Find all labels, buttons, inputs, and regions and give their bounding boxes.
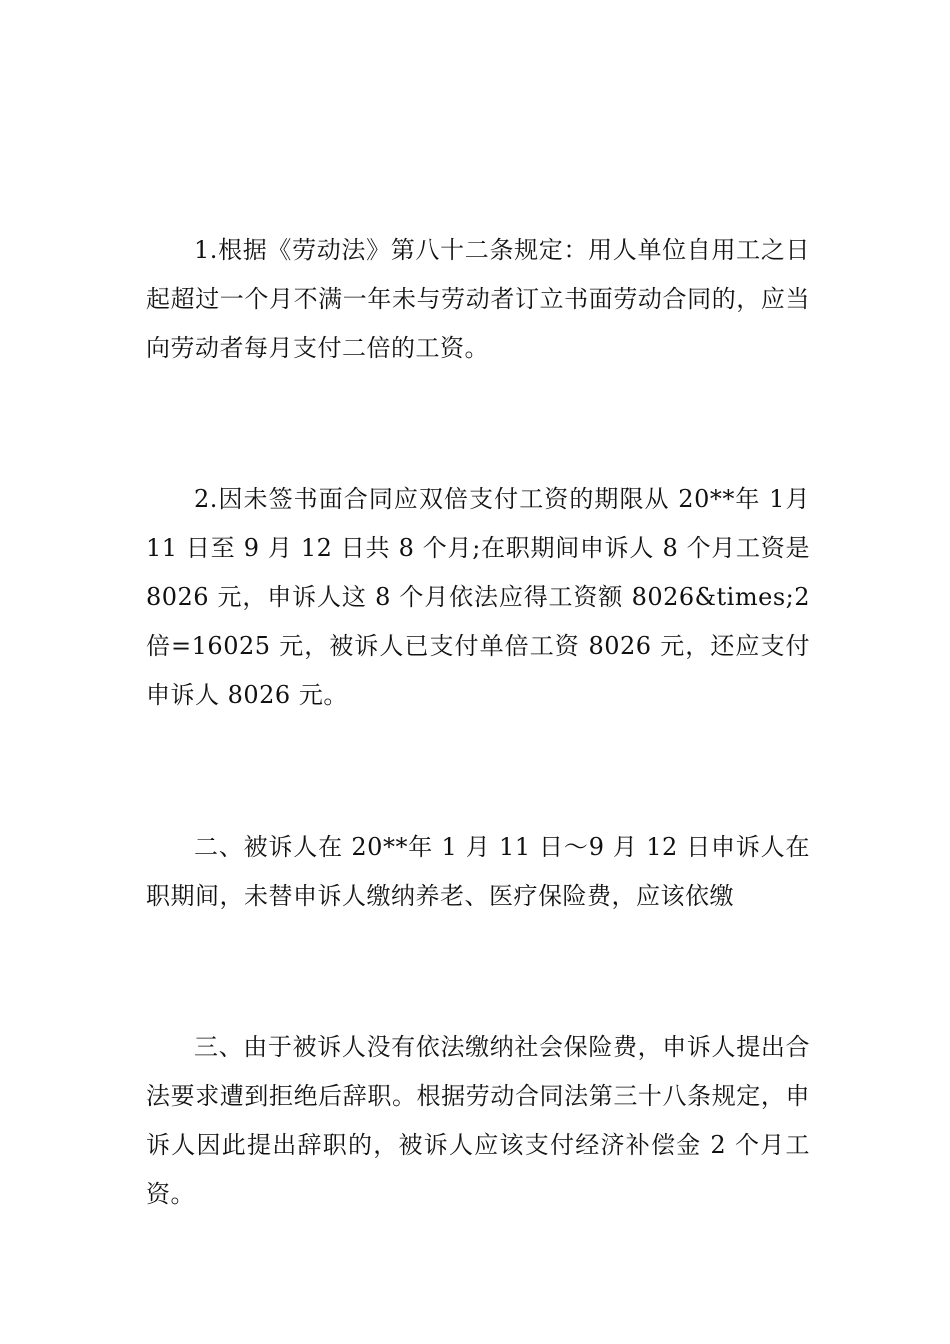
paragraph-1: 1.根据《劳动法》第八十二条规定：用人单位自用工之日起超过一个月不满一年未与劳动者订立书面劳动合同的，应当向劳动者每月支付二倍的工资。 xyxy=(146,236,810,362)
paragraph-4: 三、由于被诉人没有依法缴纳社会保险费，申诉人提出合法要求遭到拒绝后辞职。根据劳动合同法第三十八条规定，申诉人因此提出辞职的，被诉人应该支付经济补偿金 2 个月工资。 xyxy=(146,1033,810,1208)
paragraph-3: 二、被诉人在 20**年 1 月 11 日～9 月 12 日申诉人在职期间，未替申诉人缴纳养老、医疗保险费，应该依缴 xyxy=(146,833,810,910)
paragraph-2: 2.因未签书面合同应双倍支付工资的期限从 20**年 1月 11 日至 9 月 12 日共 8 个月;在职期间申诉人 8 个月工资是 8026 元，申诉人这 8 个月依法应得工资额 8026&times;2倍=16025 元，被诉人已支付单倍工资 8026 元，还应支付申诉人 8026 元。 xyxy=(146,485,810,709)
